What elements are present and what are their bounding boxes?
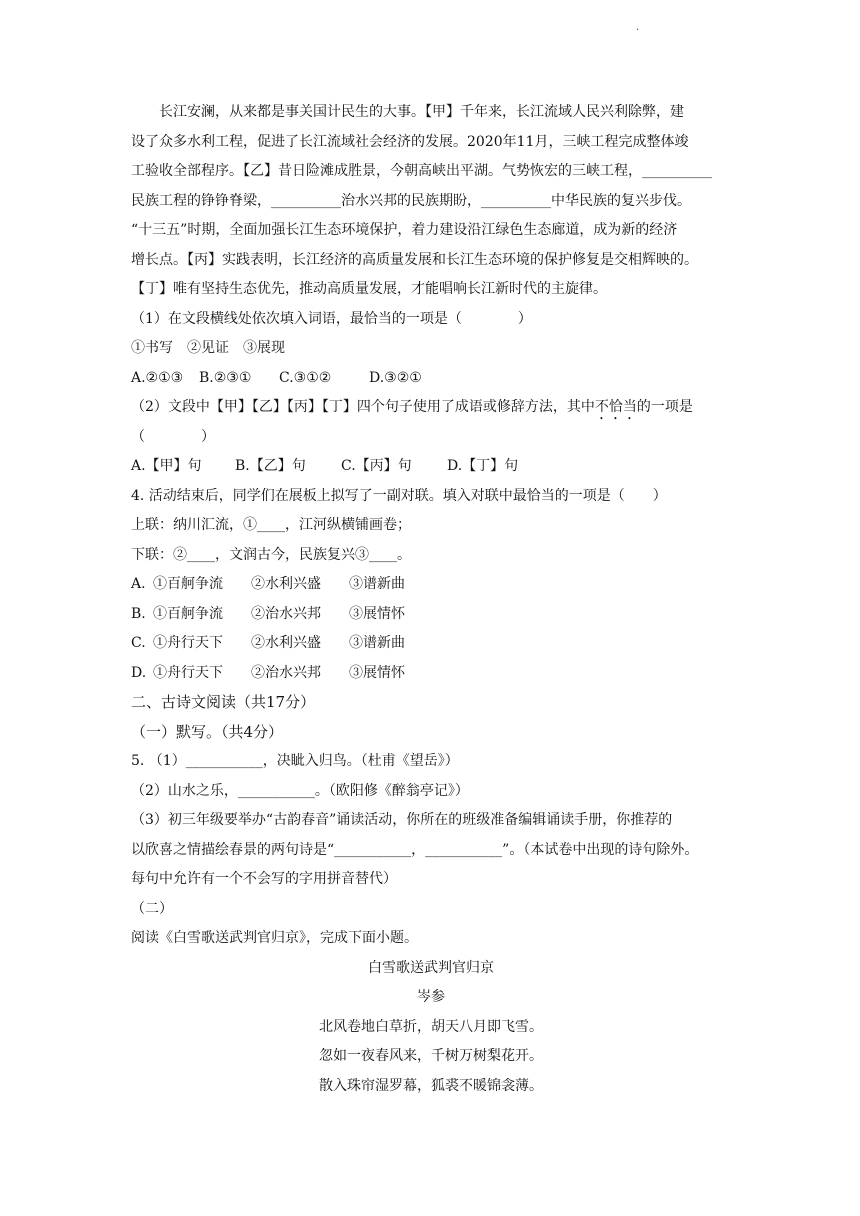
q2-option-d: D.【丁】句 [447, 458, 519, 474]
q4-option-c: C. ①舟行天下 ②水利兴盛 ③谱新曲 [131, 635, 405, 651]
q2-paren: （ ） [131, 428, 215, 445]
q2-option-b: B.【乙】句 [235, 458, 306, 474]
q2-option-c: C.【丙】句 [341, 458, 412, 474]
q4-option-d: D. ①舟行天下 ②治水兴邦 ③展情怀 [131, 664, 405, 681]
q5-2: （2）山水之乐，___________。（欧阳修《醉翁亭记》） [131, 782, 469, 799]
q2-stem-pre: （2）文段中【甲】【乙】【丙】【丁】四个句子使用了成语或修辞方法，其中 [131, 399, 595, 415]
poem-line: 散入珠帘湿罗幕，狐裘不暖锦衾薄。 [319, 1077, 543, 1094]
passage-line: 增长点。【丙】实践表明，长江经济的高质量发展和长江生态环境的保护修复是交相辉映的。 [131, 251, 698, 268]
q1-option-b: B.②③① [199, 369, 252, 386]
q1-options [131, 364, 731, 394]
poem-title: 白雪歌送武判官归京 [368, 959, 494, 976]
section-title: 二、古诗文阅读（共17分） [131, 693, 316, 711]
passage-line: 设了众多水利工程，促进了长江流域社会经济的发展。2020年11月，三峡工程完成整体竣 [131, 133, 689, 150]
q4-stem: 4. 活动结束后，同学们在展板上拟写了一副对联。填入对联中最恰当的一项是（ ） [131, 487, 667, 504]
q2-stem-post: 的一项是 [636, 399, 693, 415]
q5-3-line1: （3）初三年级要举办“古韵春音”诵读活动，你所在的班级准备编辑诵读手册，你推荐的 [131, 812, 673, 828]
poem-line: 忽如一夜春风来，千树万树梨花开。 [319, 1048, 543, 1064]
q1-option-c: C.③①② [279, 369, 332, 386]
passage-line: 【丁】唯有坚持生态优先，推动高质量发展，才能唱响长江新时代的主旋律。 [131, 281, 607, 297]
poem-author: 岑参 [417, 989, 445, 1005]
q4-upper-couplet: 上联：纳川汇流，①____，江河纵横铺画卷； [131, 517, 411, 533]
q2-option-a: A.【甲】句 [131, 458, 202, 474]
passage-line: 工验收全部程序。【乙】昔日险滩成胜景，今朝高峡出平湖。气势恢宏的三峡工程，__________ [131, 163, 712, 179]
passage-line: 长江安澜，从来都是事关国计民生的大事。【甲】千年来，长江流域人民兴利除弊，建 [159, 104, 684, 120]
q2-options [131, 452, 731, 482]
q1-option-a: A.②①③ [131, 369, 184, 386]
reading-intro: 阅读《白雪歌送武判官归京》，完成下面小题。 [131, 930, 418, 946]
q4-option-a: A. ①百舸争流 ②水利兴盛 ③谱新曲 [131, 576, 405, 592]
q1-option-d: D.③②① [369, 369, 422, 386]
header-mark: . [636, 22, 640, 33]
q4-lower-couplet: 下联：②____，文润古今，民族复兴③____。 [131, 546, 411, 563]
passage-line: 民族工程的铮铮脊梁，__________治水兴邦的民族期盼，__________中华民族的复兴步伐。 [131, 192, 691, 209]
exam-page [131, 98, 731, 1101]
q2-stem [131, 393, 731, 423]
q5-3-line2: 以欣喜之情描绘春景的两句诗是“___________，___________”。（本试卷中出现的诗句除外。 [131, 841, 699, 858]
q4-option-b: B. ①百舸争流 ②治水兴邦 ③展情怀 [131, 605, 405, 622]
q5-3-line3: 每句中允许有一个不会写的字用拼音替代） [131, 871, 397, 887]
q1-words: ①书写 ②见证 ③展现 [131, 340, 285, 356]
part-one-title: （一）默写。（共4分） [131, 722, 284, 741]
passage-line: “十三五”时期，全面加强长江生态环境保护，着力建设沿江绿色生态廊道，成为新的经济 [131, 222, 678, 238]
q2-stem-emphasis: 不恰当 [594, 399, 637, 415]
poem-line: 北风卷地白草折，胡天八月即飞雪。 [319, 1018, 543, 1035]
part-two-title: （二） [131, 900, 173, 917]
q1-stem: （1）在文段横线处依次填入词语，最恰当的一项是（ ） [131, 310, 532, 327]
q5-1: 5. （1）___________，决眦入归鸟。（杜甫《望岳》） [131, 753, 459, 769]
